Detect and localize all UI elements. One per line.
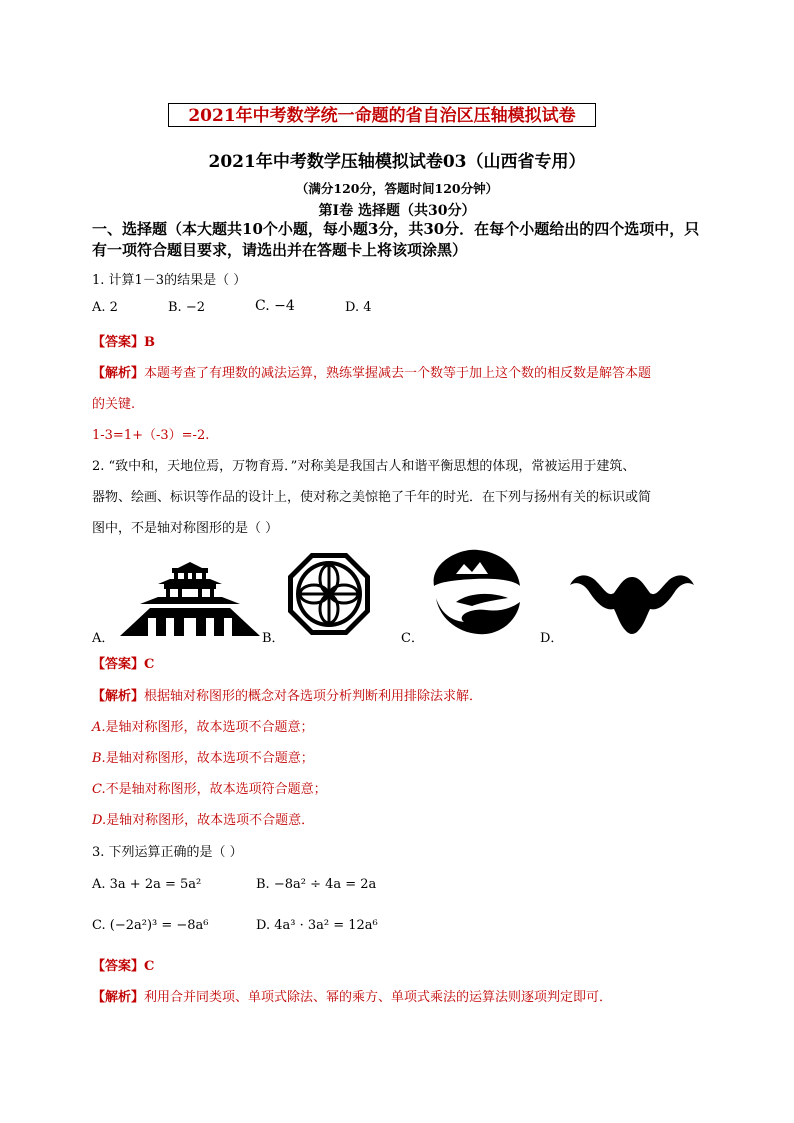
- q2-item-d-letter: D.: [92, 813, 107, 828]
- q1-stem: 1. 计算1－3的结果是（ ）: [92, 273, 247, 288]
- q2-analysis-tag: 【解析】: [92, 689, 145, 704]
- q2-item-c-letter: C.: [92, 782, 106, 797]
- q2-item-b-text: 是轴对称图形，故本选项不合题意；: [105, 751, 314, 766]
- q2-analysis: [92, 685, 482, 704]
- q1-analysis-cont: 的关键.: [92, 397, 136, 412]
- q3-analysis-tag: 【解析】: [92, 990, 145, 1005]
- q2-option-c-label: C．: [401, 631, 424, 646]
- q1-option-b: B. −2: [168, 300, 205, 315]
- q3-stem: 3. 下列运算正确的是（ ）: [92, 845, 243, 860]
- exam-series-banner: 2021年中考数学统一命题的省自治区压轴模拟试卷: [168, 103, 596, 127]
- figure-b-lattice-window-icon: [286, 551, 372, 637]
- q2-option-a-label: A．: [92, 631, 115, 646]
- q2-item-d: [92, 809, 314, 828]
- q2-item-c-text: 不是轴对称图形，故本选项符合题意；: [105, 782, 327, 797]
- exam-info: （满分120分，答题时间120分钟）: [295, 181, 499, 196]
- q2-stem-line2: 器物、绘画、标识等作品的设计上，使对称之美惊艳了千年的时光．在下列与扬州有关的标识或简: [92, 490, 652, 505]
- figure-c-emblem-icon: [426, 546, 522, 638]
- q1-analysis: [92, 362, 651, 381]
- q1-calc: 1-3=1+（-3）=-2.: [92, 428, 210, 443]
- q2-item-a: [92, 716, 314, 735]
- q3-option-c: C. (−2a²)³ = −8a⁶: [92, 918, 209, 933]
- figure-d-wave-shape-icon: [568, 571, 696, 637]
- q2-option-d-label: D．: [540, 631, 564, 646]
- q1-answer: 【答案】B: [92, 335, 155, 350]
- q2-stem-line3: 图中，不是轴对称图形的是（ ）: [92, 521, 279, 536]
- q2-stem-line1: 2. “致中和，天地位焉，万物育焉．”对称美是我国古人和谐平衡思想的体现，常被运用于建筑、: [92, 459, 636, 474]
- q2-item-b: [92, 747, 314, 766]
- q3-option-a: A. 3a + 2a = 5a²: [92, 877, 202, 892]
- q3-option-b: B. −8a² ÷ 4a = 2a: [256, 877, 377, 892]
- q2-item-a-letter: A.: [92, 720, 106, 735]
- q2-analysis-text: 根据轴对称图形的概念对各选项分析判断利用排除法求解．: [144, 689, 483, 704]
- q1-analysis-text: 本题考查了有理数的减法运算，熟练掌握减去一个数等于加上这个数的相反数是解答本题: [144, 366, 652, 381]
- q2-item-d-text: 是轴对称图形，故本选项不合题意．: [106, 813, 315, 828]
- q2-item-b-letter: B.: [92, 751, 106, 766]
- section-description: 一、选择题（本大题共10个小题，每小题3分，共30分．在每个小题给出的四个选项中，只有一项符合题目要求，请选出并在答题卡上将该项涂黑）: [92, 220, 700, 259]
- q3-answer: 【答案】C: [92, 959, 155, 974]
- q2-option-b-label: B．: [262, 631, 285, 646]
- q3-option-d: D. 4a³ · 3a² = 12a⁶: [256, 918, 378, 933]
- q3-analysis: [92, 986, 612, 1005]
- section-title: 第Ⅰ卷 选择题（共30分）: [318, 203, 476, 219]
- q2-answer: 【答案】C: [92, 657, 155, 672]
- q1-analysis-tag: 【解析】: [92, 366, 145, 381]
- q2-item-a-text: 是轴对称图形，故本选项不合题意；: [105, 720, 314, 735]
- page-title: 2021年中考数学压轴模拟试卷03（山西省专用）: [208, 152, 586, 172]
- q1-option-a: A. 2: [92, 300, 118, 315]
- figure-a-pavilion-icon: [120, 562, 260, 638]
- q3-analysis-text: 利用合并同类项、单项式除法、幂的乘方、单项式乘法的运算法则逐项判定即可．: [144, 990, 613, 1005]
- q1-option-d: D. 4: [345, 300, 372, 315]
- q1-option-c: C. −4: [255, 298, 295, 314]
- q2-item-c: [92, 778, 327, 797]
